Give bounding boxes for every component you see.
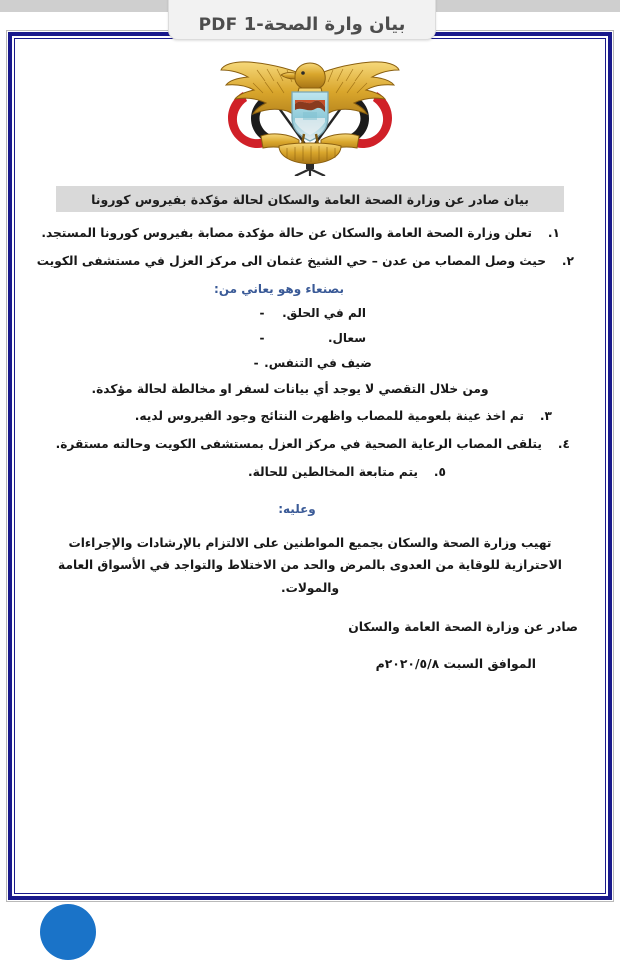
list-item [36,463,584,482]
investigation-note: ومن خلال التقصي لا يوجد أي بيانات لسفر او مخالطة لحالة مؤكدة. [91,381,489,396]
list-item-number: ٢. [561,253,574,268]
list-item [36,306,584,320]
list-item [36,356,584,370]
symptom-text: سعال. [327,330,366,345]
list-item-text: تم اخذ عينة بلعومية للمصاب واظهرت النتائج وجود الفيروس لديه. [134,408,524,423]
signature-line: صادر عن وزارة الصحة العامة والسكان [348,619,578,635]
symptom-text: الم في الحلق. [282,305,366,320]
signature-date: الموافق السبت ٢٠٢٠/٥/٨م [375,656,536,672]
document-title-pill[interactable] [168,0,436,40]
list-item [36,252,584,271]
file-type-label: PDF [198,15,238,35]
symptoms-heading: بصنعاء وهو يعاني من: [214,281,344,296]
document-banner [56,186,564,212]
list-item-text: يتلقى المصاب الرعاية الصحية في مركز العزل بمستشفى الكويت وحالته مستقرة. [55,436,542,451]
list-item-number: ٤. [557,436,570,451]
list-item-number: ٥. [433,464,446,479]
signature-block [36,619,584,671]
document-title-arabic: بيان وارة الصحة-1 [243,14,406,35]
list-item-text: يتم متابعة المخالطين للحالة. [248,464,418,479]
list-item-number: ١. [547,226,560,240]
floating-action-button[interactable] [40,904,96,960]
yemen-national-emblem-icon [207,48,413,176]
document-content [18,42,602,890]
list-item [36,224,584,243]
viewer-bottom-chrome [0,903,620,917]
dash-bullet-icon: - [253,355,259,370]
symptoms-list [36,306,584,370]
document-banner-text: بيان صادر عن وزارة الصحة العامة والسكان لحالة مؤكدة بفيروس كورونا [91,191,529,207]
list-item-text: تعلن وزارة الصحة العامة والسكان عن حالة مؤكدة مصابة بفيروس كورونا المستجد. [41,226,532,240]
list-item-number: ٣. [539,408,552,423]
list-item [36,331,584,345]
list-item [36,407,584,426]
dash-bullet-icon: - [259,305,265,320]
symptom-text: ضيف في التنفس. [264,355,372,370]
dash-bullet-icon: - [259,330,265,345]
closing-paragraph: تهيب وزارة الصحة والسكان بجميع المواطنين على الالتزام بالإرشادات والإجراءات الاحترازية للوقاية من العدوى بالمرض والحد من الاختلاط والتواجد في الأسواق العامة والمولات. [58,535,562,595]
document-body [18,224,602,671]
list-item [36,435,584,454]
therefore-heading: وعليه: [278,501,316,516]
emblem-container [18,48,602,176]
list-item-text: حيث وصل المصاب من عدن – حي الشيخ عثمان الى مركز العزل في مستشفى الكويت [36,253,546,268]
document-title-text [199,14,406,35]
